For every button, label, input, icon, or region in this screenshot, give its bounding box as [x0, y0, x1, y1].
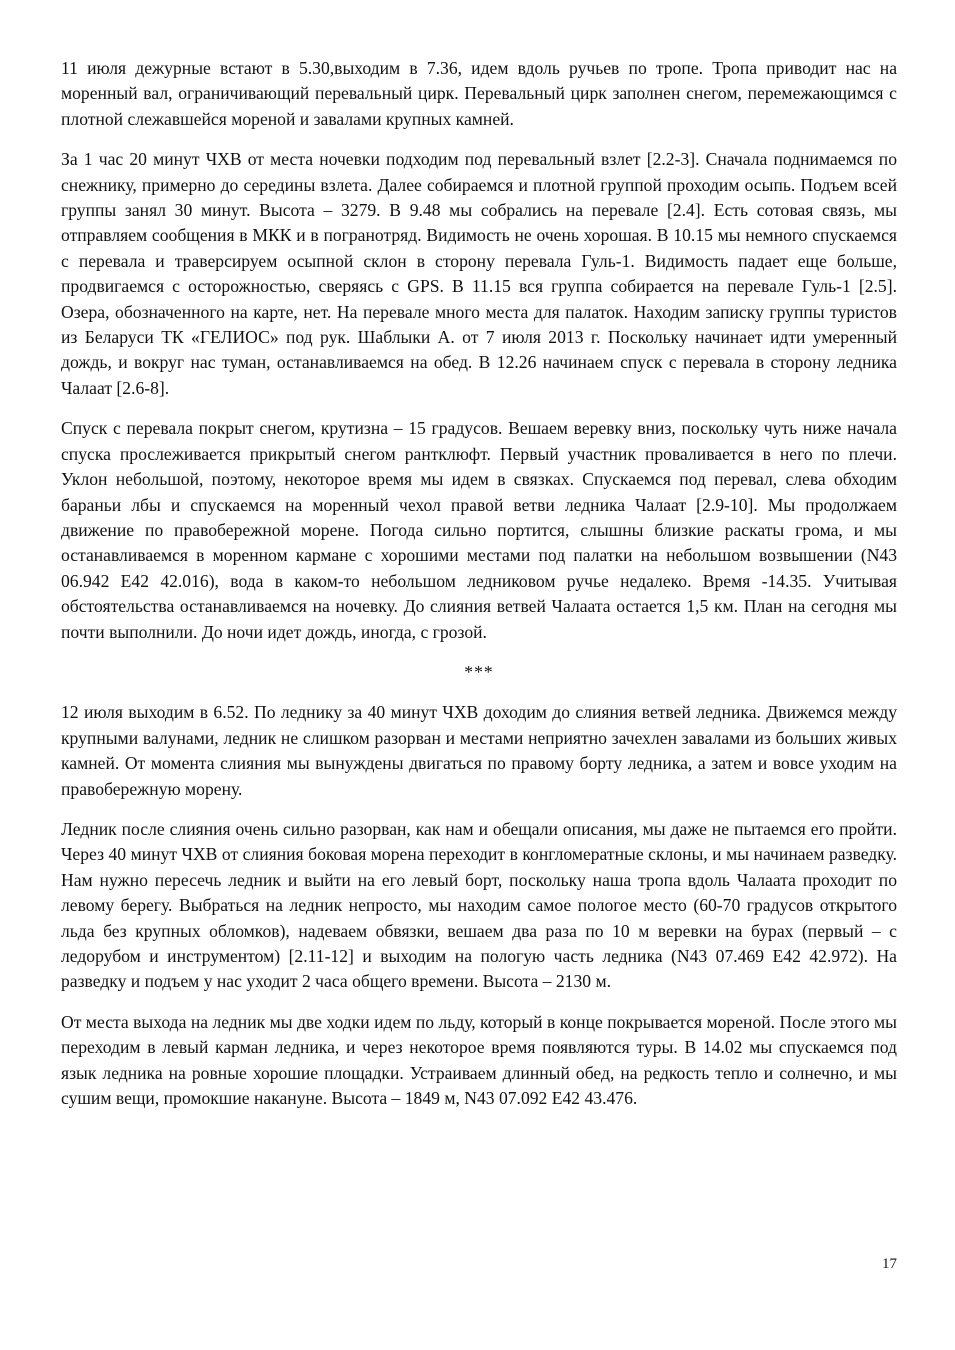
paragraph-pass-ascent: За 1 час 20 минут ЧХВ от места ночевки подходим под перевальный взлет [2.2-3]. Сначала поднимаемся по снежнику, примерно до середины взлета. Далее собираемся и плотной группой проходим осыпь. Подъем всей группы занял 30 минут. Высота – 3279. В 9.48 мы собрались на перевале [2.4]. Есть сотовая связь, мы отправляем сообщения в МКК и в погранотряд. Видимость не очень хорошая. В 10.15 мы немного спускаемся с перевала и траверсируем осыпной склон в сторону перевала Гуль-1. Видимость падает еще больше, продвигаемся с осторожностью, сверяясь с GPS. В 11.15 вся группа собирается на перевале Гуль-1 [2.5]. Озера, обозначенного на карте, нет. На перевале много места для палаток. Находим записку группы туристов из Беларуси ТК «ГЕЛИОС» под рук. Шаблыки А. от 7 июля 2013 г. Поскольку начинает идти умеренный дождь, и вокруг нас туман, останавливаемся на обед. В 12.26 начинаем спуск с перевала в сторону ледника Чалаат [2.6-8].	[61, 149, 897, 398]
paragraph-pass-descent: Спуск с перевала покрыт снегом, крутизна – 15 градусов. Вешаем веревку вниз, поскольку чуть ниже начала спуска прослеживается прикрытый снегом рантклюфт. Первый участник проваливается в него по плечи. Уклон небольшой, поэтому, некоторое время мы идем в связках. Спускаемся под перевал, слева обходим бараньи лбы и спускаемся на моренный чехол правой ветви ледника Чалаат [2.9-10]. Мы продолжаем движение по правобережной морене. Погода сильно портится, слышны близкие раскаты грома, и мы останавливаемся в моренном кармане с хорошими местами под палатки на небольшом возвышении (N43 06.942 E42 42.016), вода в каком-то небольшом ледниковом ручье недалеко. Время -14.35. Учитывая обстоятельства останавливаемся на ночевку. До слияния ветвей Чалаата остается 1,5 км. План на сегодня мы почти выполнили. До ночи идет дождь, иногда, с грозой.	[61, 418, 897, 642]
paragraph-july-12-morning: 12 июля выходим в 6.52. По леднику за 40 минут ЧХВ доходим до слияния ветвей ледника. Движемся между крупными валунами, ледник не слишком разорван и местами неприятно зачехлен завалами из больших живых камней. От момента слияния мы вынуждены двигаться по правому борту ледника, а затем и вовсе уходим на правобережную морену.	[61, 702, 897, 799]
section-separator: ***	[464, 661, 494, 682]
paragraph-glacier-crossing: Ледник после слияния очень сильно разорван, как нам и обещали описания, мы даже не пытаемся его пройти. Через 40 минут ЧХВ от слияния боковая морена переходит в конгломератные склоны, и мы начинаем разведку. Нам нужно пересечь ледник и выйти на его левый борт, поскольку наша тропа вдоль Чалаата проходит по левому берегу. Выбраться на ледник непросто, мы находим самое пологое место (60-70 градусов открытого льда без крупных обломков), надеваем обвязки, вешаем два раза по 10 м веревки на бурах (первый – с ледорубом и инструментом) [2.11-12] и выходим на пологую часть ледника (N43 07.469 E42 42.972). На разведку и подъем у нас уходит 2 часа общего времени. Высота – 2130 м.	[61, 818, 897, 992]
paragraph-july-11-morning: 11 июля дежурные встают в 5.30,выходим в 7.36, идем вдоль ручьев по тропе. Тропа приводит нас на моренный вал, ограничивающий перевальный цирк. Перевальный цирк заполнен снегом, перемежающимся с плотной слежавшейся мореной и завалами крупных камней.	[61, 58, 897, 129]
page-number: 17	[882, 1256, 897, 1272]
paragraph-glacier-tongue: От места выхода на ледник мы две ходки идем по льду, который в конце покрывается мореной. После этого мы переходим в левый карман ледника, и через некоторое время появляются туры. В 14.02 мы спускаемся под язык ледника на ровные хорошие площадки. Устраиваем длинный обед, на редкость тепло и солнечно, и мы сушим вещи, промокшие накануне. Высота – 1849 м, N43 07.092 E42 43.476.	[61, 1011, 897, 1109]
document-body	[61, 56, 897, 1126]
